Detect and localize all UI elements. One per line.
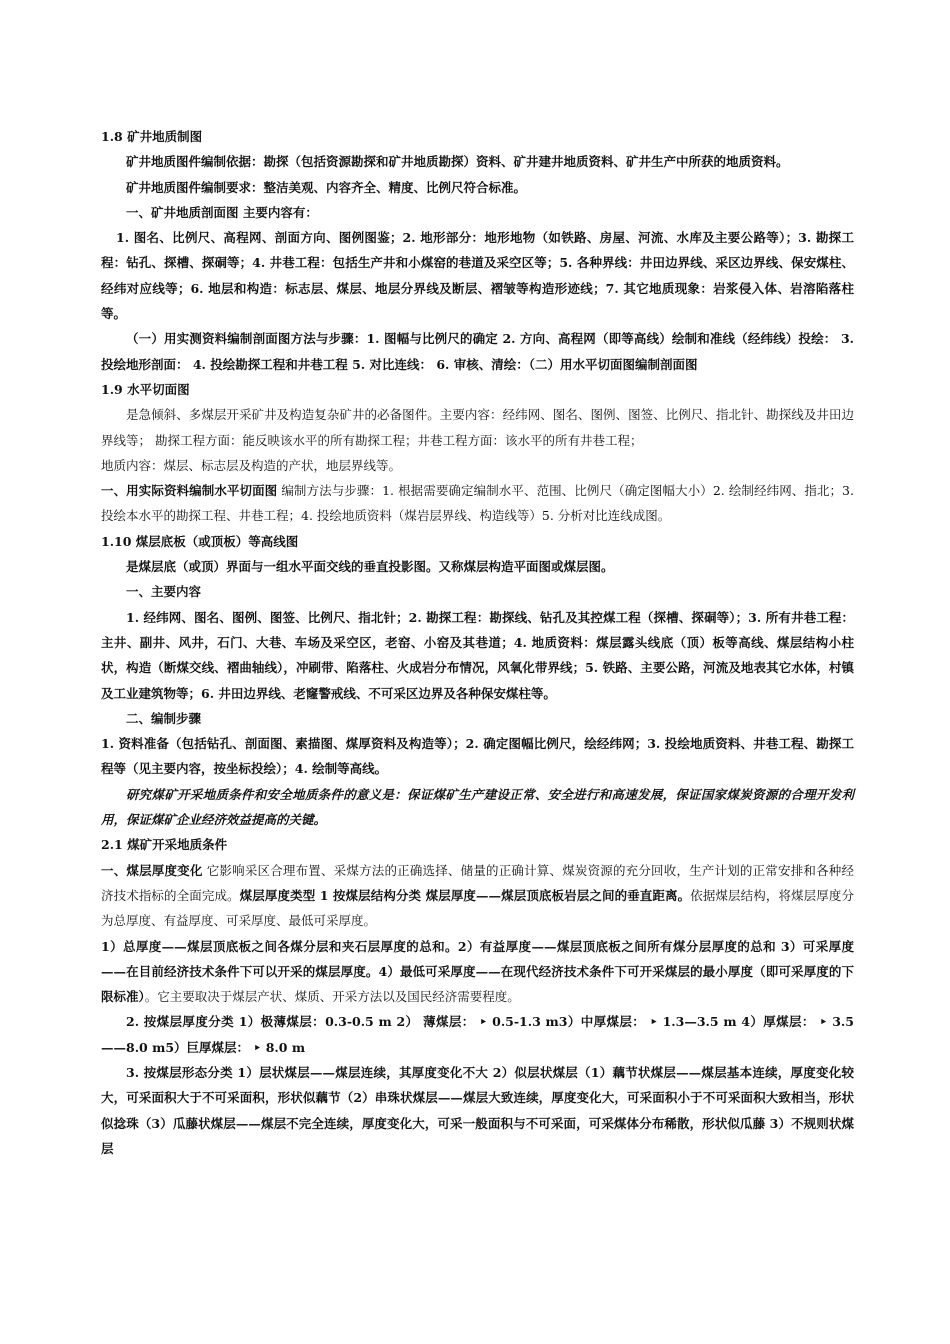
section-heading-2-1: 2.1 煤矿开采地质条件 (101, 837, 228, 853)
paragraph: 1. 资料准备（包括钻孔、剖面图、素描图、煤厚资料及构造等）；2. 确定图幅比例尺，绘经纬网；3. 投绘地质资料、井巷工程、勘探工程等（见主要内容，按坐标投绘）；4. 绘制等高线。 (101, 736, 854, 777)
paragraph (101, 934, 854, 1010)
document-page (101, 124, 854, 1161)
paragraph-text: 编制方法与步骤：1. 根据需要确定编制水平、范围、比例尺（确定图幅大小）2. 绘制经纬网、指北；3. 投绘本水平的勘探工程、井巷工程；4. 投绘地质资料（煤岩层界线、构造线等）5. 分析对比连线成图。 (101, 483, 854, 524)
subheading: 一、矿井地质剖面图 主要内容有： (126, 204, 318, 220)
bold-text: 煤层厚度类型 1 按煤层结构分类 煤层厚度——煤层顶底板岩层之间的垂直距离。 (239, 887, 691, 903)
paragraph: 研究煤矿开采地质条件和安全地质条件的意义是：保证煤矿生产建设正常、安全进行和高速发展，保证国家煤炭资源的合理开发利用，保证煤矿企业经济效益提高的关键。 (101, 786, 854, 828)
bold-lead: 一、煤层厚度变化 (101, 862, 203, 878)
paragraph (101, 858, 854, 934)
paragraph: 矿井地质图件编制依据：勘探（包括资源勘探和矿井地质勘探）资料、矿井建井地质资料、矿井生产中所获的地质资料。 (126, 154, 789, 170)
bold-lead: 一、用实际资料编制水平切面图 (101, 483, 278, 499)
paragraph: 2. 按煤层厚度分类 1）极薄煤层：0.3-0.5 m 2） 薄煤层： ‣ 0.5-1.3 m3）中厚煤层： ‣ 1.3—3.5 m 4）厚煤层： ‣ 3.5——8.0 m5）巨厚煤层： ‣ 8.0 m (101, 1014, 854, 1055)
paragraph: 是急倾斜、多煤层开采矿井及构造复杂矿井的必备图件。主要内容：经纬网、图名、图例、图签、比例尺、指北针、勘探线及井田边界线等； 勘探工程方面：能反映该水平的所有勘探工程；井巷工程方面：该水平的所有井巷工程； (101, 407, 854, 448)
subheading: 二、编制步骤 (126, 710, 202, 726)
paragraph: 矿井地质图件编制要求：整洁美观、内容齐全、精度、比例尺符合标准。 (126, 179, 527, 195)
section-heading-1-10: 1.10 煤层底板（或顶板）等高线图 (101, 533, 299, 549)
paragraph: 地质内容：煤层、标志层及构造的产状，地层界线等。 (101, 457, 402, 473)
subheading: 一、主要内容 (126, 584, 202, 600)
section-heading-1-8: 1.8 矿井地质制图 (101, 129, 203, 144)
paragraph-text: 它影响采区合理布置、采煤方法的正确选择、储量的正确计算、煤炭资源的充分回收，生产计划的正常安排和各种经济技术指标的全面完成。 (101, 862, 854, 903)
paragraph: 1. 经纬网、图名、图例、图签、比例尺、指北针；2. 勘探工程：勘探线、钻孔及其控煤工程（探槽、探硐等）；3. 所有井巷工程：主井、副井、风井，石门、大巷、车场及采空区，老窑、小窑及其巷道；4. 地质资料：煤层露头线底（顶）板等高线、煤层结构小柱状，构造（断煤交线、褶曲轴线），冲刷带、陷落柱、火成岩分布情况，风氧化带界线；5. 铁路、主要公路，河流及地表其它水体，村镇及工业建筑物等；6. 井田边界线、老窿警戒线、不可采区边界及各种保安煤柱等。 (101, 609, 854, 701)
bold-text: 1）总厚度——煤层顶底板之间各煤分层和夹石层厚度的总和。2）有益厚度——煤层顶底板之间所有煤分层厚度的总和 3）可采厚度——在目前经济技术条件下可以开采的煤层厚度。4）最低可采厚度——在现代经济技术条件下可开采煤层的最小厚度（即可采厚度的下限标准） (101, 938, 854, 1005)
paragraph: 是煤层底（或顶）界面与一组水平面交线的垂直投影图。又称煤层构造平面图或煤层图。 (126, 559, 614, 575)
paragraph: 1. 图名、比例尺、高程网、剖面方向、图例图鉴；2. 地形部分：地形地物（如铁路、房屋、河流、水库及主要公路等）；3. 勘探工程：钻孔、探槽、探硐等；4. 井巷工程：包括生产井和小煤窑的巷道及采空区等；5. 各种界线：井田边界线、采区边界线、保安煤柱、经纬对应线等；6. 地层和构造：标志层、煤层、地层分界线及断层、褶皱等构造形迹线；7. 其它地质现象：岩浆侵入体、岩溶陷落柱等。 (101, 230, 854, 322)
section-heading-1-9: 1.9 水平切面图 (101, 381, 190, 397)
paragraph: （一）用实测资料编制剖面图方法与步骤：1. 图幅与比例尺的确定 2. 方向、高程网（即等高线）绘制和准线（经纬线）投绘： 3. 投绘地形剖面： 4. 投绘勘探工程和井巷工程 5. 对比连线： 6. 审核、清绘：（二）用水平切面图编制剖面图 (101, 331, 854, 372)
paragraph-text: 。它主要取决于煤层产状、煤质、开采方法以及国民经济需要程度。 (144, 989, 520, 1005)
paragraph (101, 478, 854, 529)
paragraph-text: 依据煤层结构，将煤层厚度分为总厚度、有益厚度、可采厚度、最低可采厚度。 (101, 887, 854, 929)
paragraph: 3. 按煤层形态分类 1）层状煤层——煤层连续，其厚度变化不大 2）似层状煤层（1）藕节状煤层——煤层基本连续，厚度变化较大，可采面积大于不可采面积，形状似藕节（2）串珠状煤层——煤层大致连续，厚度变化大，可采面积小于不可采面积大致相当，形状似捻珠（3）瓜藤状煤层——煤层不完全连续，厚度变化大，可采一般面积与不可采面，可采煤体分布稀散，形状似瓜藤 3）不规则状煤层 (101, 1064, 854, 1156)
